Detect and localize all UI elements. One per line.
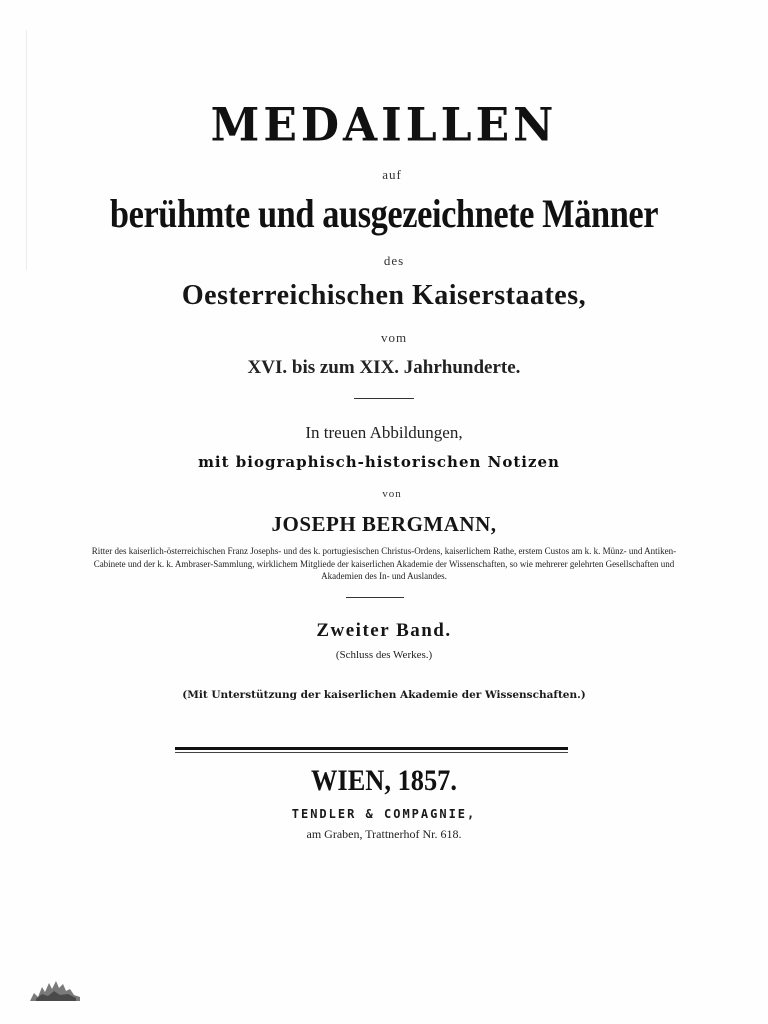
notes-line: mit biographisch-historischen Notizen [198,453,560,471]
divider-short [346,597,404,598]
publisher-address: am Graben, Trattnerhof Nr. 618. [306,827,462,841]
connector-des: des [383,253,405,268]
book-subtitle: berühmte und ausgezeichnete Männer [109,191,659,236]
author-name: JOSEPH BERGMANN, [271,512,497,536]
state-name: Oesterreichischen Kaiserstaates, [181,280,587,311]
illustrations-line: In treuen Abbildungen, [305,423,463,442]
support-note: (Mit Unterstützung der kaiserlichen Akademie der Wissenschaften.) [182,689,586,701]
connector-von: von [382,488,402,500]
place-year: WIEN, 1857. [311,764,457,797]
volume-note: (Schluss des Werkes.) [335,649,433,661]
book-title: MEDAILLEN [210,98,558,153]
volume-label: Zweiter Band. [316,620,452,641]
connector-auf: auf [382,167,402,182]
divider-thin [175,752,568,753]
publisher-name: TENDLER & COMPAGNIE, [291,807,477,821]
author-credentials: Ritter des kaiserlich-österreichischen Franz Josephs- und des k. portugiesischen Christus-Ordens, kaiserlichem Rathe, erstem Custos am k. k. Münz- und Antiken-Cabinete und der k. k. Ambraser-Sammlung, wirklichem Mitgliede der kaiserlichen Akademie der Wissenschaften, so wie mehrerer gelehrten Gesellschaften und Akademien des In- und Auslandes. [91,546,677,581]
connector-vom: vom [380,330,408,345]
period-line: XVI. bis zum XIX. Jahrhunderte. [247,357,521,378]
scan-artifact [30,975,80,1001]
page-edge-shadow [26,30,27,270]
divider-thick [175,747,568,750]
divider-short [354,398,414,399]
